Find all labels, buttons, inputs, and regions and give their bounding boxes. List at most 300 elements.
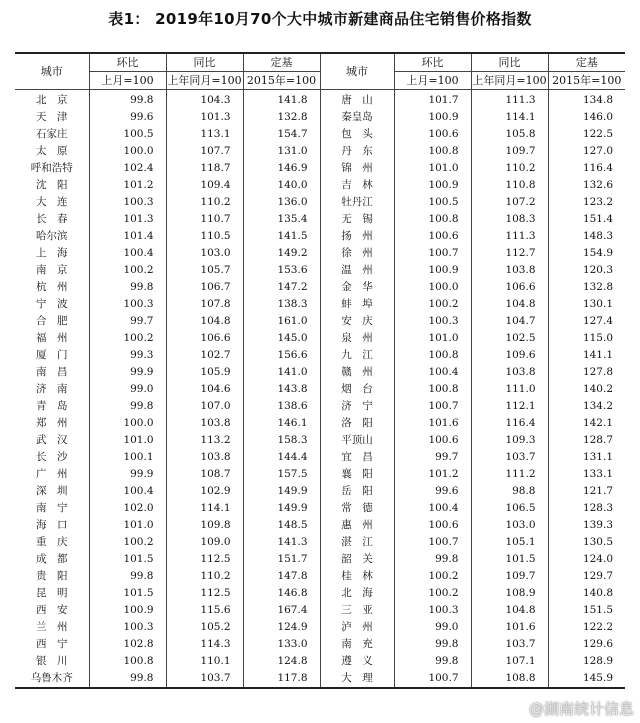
yoy-cell-left: 112.5 (166, 585, 243, 602)
yoy-cell-right: 106.6 (471, 279, 548, 296)
table-row (15, 602, 625, 619)
fixed-cell-right: 128.7 (548, 432, 625, 449)
yoy-cell-right: 110.8 (471, 177, 548, 194)
city-cell-right: 宜 昌 (320, 449, 394, 466)
table-row (15, 398, 625, 415)
table-row (15, 109, 625, 126)
yoy-cell-right: 114.1 (471, 109, 548, 126)
mom-cell-right: 100.9 (394, 109, 471, 126)
yoy-cell-left: 118.7 (166, 160, 243, 177)
yoy-cell-left: 107.8 (166, 296, 243, 313)
table-row (15, 568, 625, 585)
header-yoy-base-right: 上年同月=100 (471, 72, 548, 90)
yoy-cell-left: 106.6 (166, 330, 243, 347)
fixed-cell-right: 129.6 (548, 636, 625, 653)
yoy-cell-left: 108.7 (166, 466, 243, 483)
city-cell-right: 桂 林 (320, 568, 394, 585)
mom-cell-right: 100.2 (394, 296, 471, 313)
mom-cell-left: 100.5 (89, 126, 166, 143)
table-row (15, 126, 625, 143)
fixed-cell-right: 130.5 (548, 534, 625, 551)
fixed-cell-left: 151.7 (243, 551, 320, 568)
fixed-cell-right: 134.2 (548, 398, 625, 415)
header-fixed-left: 定基 (243, 53, 320, 72)
header-fixed-right: 定基 (548, 53, 625, 72)
fixed-cell-left: 135.4 (243, 211, 320, 228)
yoy-cell-right: 103.8 (471, 364, 548, 381)
mom-cell-left: 102.0 (89, 500, 166, 517)
mom-cell-left: 100.0 (89, 415, 166, 432)
yoy-cell-left: 110.1 (166, 653, 243, 670)
fixed-cell-right: 130.1 (548, 296, 625, 313)
city-cell-left: 哈尔滨 (36, 230, 68, 242)
yoy-cell-left: 115.6 (166, 602, 243, 619)
fixed-cell-right: 145.9 (548, 670, 625, 688)
table-row (15, 585, 625, 602)
city-cell-right: 蚌 埠 (320, 296, 394, 313)
fixed-cell-left: 138.3 (243, 296, 320, 313)
city-cell-right: 湛 江 (320, 534, 394, 551)
city-cell-right: 温 州 (320, 262, 394, 279)
yoy-cell-left: 109.0 (166, 534, 243, 551)
city-cell-left: 武 汉 (36, 434, 68, 446)
yoy-cell-left: 110.2 (166, 194, 243, 211)
yoy-cell-left: 104.3 (166, 90, 243, 110)
yoy-cell-left: 106.7 (166, 279, 243, 296)
city-cell-right: 泸 州 (320, 619, 394, 636)
header-mom-left: 环比 (89, 53, 166, 72)
city-cell-left: 厦 门 (36, 349, 68, 361)
city-cell-left: 海 口 (36, 519, 68, 531)
city-cell-right: 九 江 (320, 347, 394, 364)
mom-cell-right: 100.9 (394, 177, 471, 194)
mom-cell-right: 100.6 (394, 126, 471, 143)
mom-cell-left: 99.3 (89, 347, 166, 364)
city-cell-right: 三 亚 (320, 602, 394, 619)
city-cell-right: 徐 州 (320, 245, 394, 262)
yoy-cell-right: 101.6 (471, 619, 548, 636)
yoy-cell-right: 107.2 (471, 194, 548, 211)
mom-cell-left: 101.3 (89, 211, 166, 228)
mom-cell-left: 99.6 (89, 109, 166, 126)
table-row (15, 279, 625, 296)
mom-cell-left: 99.0 (89, 381, 166, 398)
mom-cell-left: 99.8 (89, 279, 166, 296)
fixed-cell-right: 141.1 (548, 347, 625, 364)
city-cell-left: 北 京 (36, 94, 68, 106)
mom-cell-left: 101.5 (89, 551, 166, 568)
city-cell-left: 天 津 (36, 111, 68, 123)
city-cell-left: 青 岛 (36, 400, 68, 412)
table-row (15, 330, 625, 347)
yoy-cell-left: 103.8 (166, 415, 243, 432)
fixed-cell-left: 149.9 (243, 500, 320, 517)
table-row (15, 636, 625, 653)
mom-cell-left: 100.0 (89, 143, 166, 160)
fixed-cell-left: 136.0 (243, 194, 320, 211)
mom-cell-right: 100.8 (394, 347, 471, 364)
mom-cell-right: 100.6 (394, 432, 471, 449)
fixed-cell-left: 145.0 (243, 330, 320, 347)
header-yoy-right: 同比 (471, 53, 548, 72)
yoy-cell-right: 104.7 (471, 313, 548, 330)
yoy-cell-right: 104.8 (471, 296, 548, 313)
city-cell-left: 南 京 (36, 264, 68, 276)
city-cell-left: 兰 州 (36, 621, 68, 633)
yoy-cell-left: 110.2 (166, 568, 243, 585)
city-cell-right: 安 庆 (320, 313, 394, 330)
table-title: 表1： 2019年10月70个大中城市新建商品住宅销售价格指数 (108, 10, 532, 28)
fixed-cell-right: 140.2 (548, 381, 625, 398)
yoy-cell-right: 107.1 (471, 653, 548, 670)
city-cell-right: 烟 台 (320, 381, 394, 398)
mom-cell-left: 102.8 (89, 636, 166, 653)
city-cell-left: 大 连 (36, 196, 68, 208)
mom-cell-right: 99.0 (394, 619, 471, 636)
table-row (15, 211, 625, 228)
mom-cell-left: 99.8 (89, 670, 166, 688)
fixed-cell-right: 133.1 (548, 466, 625, 483)
yoy-cell-left: 103.7 (166, 670, 243, 688)
fixed-cell-left: 140.0 (243, 177, 320, 194)
table-row (15, 500, 625, 517)
mom-cell-left: 99.9 (89, 466, 166, 483)
mom-cell-right: 99.8 (394, 551, 471, 568)
yoy-cell-left: 109.8 (166, 517, 243, 534)
city-cell-right: 唐 山 (320, 90, 394, 110)
city-cell-left: 杭 州 (36, 281, 68, 293)
city-cell-right: 秦皇岛 (320, 109, 394, 126)
fixed-cell-right: 129.7 (548, 568, 625, 585)
mom-cell-left: 100.8 (89, 653, 166, 670)
table-row (15, 262, 625, 279)
table-row (15, 653, 625, 670)
city-cell-right: 北 海 (320, 585, 394, 602)
yoy-cell-right: 108.9 (471, 585, 548, 602)
city-cell-right: 牡丹江 (320, 194, 394, 211)
city-cell-left: 太 原 (36, 145, 68, 157)
city-cell-left: 宁 波 (36, 298, 68, 310)
yoy-cell-right: 116.4 (471, 415, 548, 432)
fixed-cell-right: 151.5 (548, 602, 625, 619)
mom-cell-left: 100.3 (89, 296, 166, 313)
fixed-cell-right: 116.4 (548, 160, 625, 177)
fixed-cell-right: 148.3 (548, 228, 625, 245)
mom-cell-left: 100.3 (89, 194, 166, 211)
fixed-cell-left: 141.8 (243, 90, 320, 110)
mom-cell-right: 101.2 (394, 466, 471, 483)
header-mom-base-right: 上月=100 (394, 72, 471, 90)
fixed-cell-right: 151.4 (548, 211, 625, 228)
yoy-cell-right: 103.7 (471, 449, 548, 466)
table-row (15, 296, 625, 313)
yoy-cell-right: 111.0 (471, 381, 548, 398)
fixed-cell-right: 142.1 (548, 415, 625, 432)
mom-cell-right: 100.5 (394, 194, 471, 211)
city-cell-left: 石家庄 (36, 128, 68, 140)
mom-cell-right: 100.7 (394, 398, 471, 415)
watermark: @湖南统计信息 (528, 700, 634, 718)
table-row (15, 364, 625, 381)
yoy-cell-left: 112.5 (166, 551, 243, 568)
yoy-cell-right: 108.3 (471, 211, 548, 228)
city-cell-right: 南 充 (320, 636, 394, 653)
city-cell-left: 济 南 (36, 383, 68, 395)
city-cell-right: 无 锡 (320, 211, 394, 228)
mom-cell-left: 100.9 (89, 602, 166, 619)
city-cell-left: 沈 阳 (36, 179, 68, 191)
fixed-cell-right: 122.2 (548, 619, 625, 636)
yoy-cell-right: 109.6 (471, 347, 548, 364)
fixed-cell-left: 149.9 (243, 483, 320, 500)
table-row (15, 466, 625, 483)
yoy-cell-right: 106.5 (471, 500, 548, 517)
city-cell-right: 大 理 (320, 670, 394, 688)
mom-cell-right: 101.0 (394, 160, 471, 177)
yoy-cell-right: 103.8 (471, 262, 548, 279)
mom-cell-left: 100.4 (89, 483, 166, 500)
yoy-cell-right: 109.7 (471, 143, 548, 160)
mom-cell-left: 100.2 (89, 534, 166, 551)
yoy-cell-left: 102.7 (166, 347, 243, 364)
city-cell-left: 南 昌 (36, 366, 68, 378)
city-cell-right: 金 华 (320, 279, 394, 296)
fixed-cell-left: 117.8 (243, 670, 320, 688)
table-row (15, 449, 625, 466)
mom-cell-right: 99.8 (394, 653, 471, 670)
fixed-cell-right: 128.3 (548, 500, 625, 517)
fixed-cell-left: 124.9 (243, 619, 320, 636)
city-cell-left: 西 宁 (36, 638, 68, 650)
table-body (15, 90, 625, 689)
fixed-cell-right: 154.9 (548, 245, 625, 262)
price-index-table (15, 52, 625, 689)
header-mom-right: 环比 (394, 53, 471, 72)
fixed-cell-right: 139.3 (548, 517, 625, 534)
city-cell-right: 韶 关 (320, 551, 394, 568)
mom-cell-right: 100.9 (394, 262, 471, 279)
yoy-cell-right: 111.3 (471, 228, 548, 245)
table-row (15, 313, 625, 330)
mom-cell-left: 99.7 (89, 313, 166, 330)
mom-cell-right: 99.7 (394, 449, 471, 466)
yoy-cell-right: 102.5 (471, 330, 548, 347)
fixed-cell-left: 124.8 (243, 653, 320, 670)
fixed-cell-left: 154.7 (243, 126, 320, 143)
table-row (15, 670, 625, 688)
yoy-cell-left: 113.2 (166, 432, 243, 449)
table-row (15, 483, 625, 500)
mom-cell-left: 101.4 (89, 228, 166, 245)
mom-cell-right: 100.6 (394, 228, 471, 245)
city-cell-right: 济 宁 (320, 398, 394, 415)
city-cell-right: 泉 州 (320, 330, 394, 347)
mom-cell-left: 100.2 (89, 262, 166, 279)
mom-cell-right: 100.0 (394, 279, 471, 296)
header-yoy-base-left: 上年同月=100 (166, 72, 243, 90)
city-cell-left: 合 肥 (36, 315, 68, 327)
fixed-cell-left: 161.0 (243, 313, 320, 330)
fixed-cell-left: 156.6 (243, 347, 320, 364)
mom-cell-right: 101.6 (394, 415, 471, 432)
city-cell-right: 锦 州 (320, 160, 394, 177)
mom-cell-right: 100.6 (394, 517, 471, 534)
mom-cell-right: 100.7 (394, 670, 471, 688)
fixed-cell-left: 141.0 (243, 364, 320, 381)
yoy-cell-right: 111.2 (471, 466, 548, 483)
fixed-cell-left: 133.0 (243, 636, 320, 653)
mom-cell-left: 100.1 (89, 449, 166, 466)
mom-cell-left: 102.4 (89, 160, 166, 177)
fixed-cell-left: 147.8 (243, 568, 320, 585)
fixed-cell-left: 157.5 (243, 466, 320, 483)
table-row (15, 177, 625, 194)
yoy-cell-left: 103.0 (166, 245, 243, 262)
city-cell-left: 长 春 (36, 213, 68, 225)
table-row (15, 228, 625, 245)
yoy-cell-left: 113.1 (166, 126, 243, 143)
fixed-cell-right: 115.0 (548, 330, 625, 347)
table-row (15, 143, 625, 160)
fixed-cell-right: 134.8 (548, 90, 625, 110)
mom-cell-left: 99.8 (89, 398, 166, 415)
yoy-cell-left: 110.7 (166, 211, 243, 228)
table-row (15, 619, 625, 636)
mom-cell-right: 100.7 (394, 245, 471, 262)
mom-cell-right: 100.4 (394, 500, 471, 517)
table-row (15, 194, 625, 211)
header-mom-base-left: 上月=100 (89, 72, 166, 90)
yoy-cell-right: 105.1 (471, 534, 548, 551)
fixed-cell-left: 144.4 (243, 449, 320, 466)
mom-cell-left: 101.0 (89, 432, 166, 449)
fixed-cell-left: 153.6 (243, 262, 320, 279)
yoy-cell-left: 104.6 (166, 381, 243, 398)
city-cell-right: 赣 州 (320, 364, 394, 381)
mom-cell-right: 101.0 (394, 330, 471, 347)
mom-cell-left: 101.5 (89, 585, 166, 602)
yoy-cell-right: 98.8 (471, 483, 548, 500)
city-cell-left: 昆 明 (36, 587, 68, 599)
mom-cell-left: 100.3 (89, 619, 166, 636)
table-row (15, 90, 625, 110)
yoy-cell-left: 114.1 (166, 500, 243, 517)
yoy-cell-right: 103.0 (471, 517, 548, 534)
city-cell-right: 丹 东 (320, 143, 394, 160)
yoy-cell-left: 105.9 (166, 364, 243, 381)
yoy-cell-left: 109.4 (166, 177, 243, 194)
city-cell-left: 乌鲁木齐 (30, 672, 73, 684)
table-row (15, 245, 625, 262)
yoy-cell-right: 108.8 (471, 670, 548, 688)
city-cell-left: 呼和浩特 (30, 162, 73, 174)
yoy-cell-right: 112.1 (471, 398, 548, 415)
fixed-cell-left: 146.8 (243, 585, 320, 602)
table-row (15, 517, 625, 534)
fixed-cell-right: 120.3 (548, 262, 625, 279)
mom-cell-right: 100.3 (394, 313, 471, 330)
yoy-cell-right: 112.7 (471, 245, 548, 262)
yoy-cell-left: 105.7 (166, 262, 243, 279)
fixed-cell-right: 127.0 (548, 143, 625, 160)
city-cell-right: 惠 州 (320, 517, 394, 534)
city-cell-left: 福 州 (36, 332, 68, 344)
mom-cell-left: 100.2 (89, 330, 166, 347)
mom-cell-left: 101.0 (89, 517, 166, 534)
city-cell-right: 扬 州 (320, 228, 394, 245)
yoy-cell-left: 105.2 (166, 619, 243, 636)
fixed-cell-right: 123.2 (548, 194, 625, 211)
fixed-cell-left: 146.1 (243, 415, 320, 432)
mom-cell-left: 101.2 (89, 177, 166, 194)
city-cell-left: 重 庆 (36, 536, 68, 548)
city-cell-right: 岳 阳 (320, 483, 394, 500)
table-row (15, 534, 625, 551)
yoy-cell-right: 105.8 (471, 126, 548, 143)
city-cell-left: 贵 阳 (36, 570, 68, 582)
yoy-cell-left: 104.8 (166, 313, 243, 330)
yoy-cell-left: 110.5 (166, 228, 243, 245)
table-row (15, 432, 625, 449)
fixed-cell-left: 141.5 (243, 228, 320, 245)
header-city-right: 城市 (320, 53, 394, 90)
yoy-cell-left: 114.3 (166, 636, 243, 653)
mom-cell-right: 100.7 (394, 534, 471, 551)
fixed-cell-right: 131.1 (548, 449, 625, 466)
mom-cell-left: 99.8 (89, 568, 166, 585)
header-city-left: 城市 (15, 53, 89, 90)
mom-cell-right: 99.6 (394, 483, 471, 500)
fixed-cell-right: 127.8 (548, 364, 625, 381)
fixed-cell-left: 146.9 (243, 160, 320, 177)
fixed-cell-left: 158.3 (243, 432, 320, 449)
yoy-cell-left: 102.9 (166, 483, 243, 500)
city-cell-left: 广 州 (36, 468, 68, 480)
mom-cell-right: 100.4 (394, 364, 471, 381)
mom-cell-right: 100.2 (394, 568, 471, 585)
fixed-cell-right: 121.7 (548, 483, 625, 500)
fixed-cell-right: 128.9 (548, 653, 625, 670)
city-cell-right: 平顶山 (320, 432, 394, 449)
yoy-cell-left: 103.8 (166, 449, 243, 466)
fixed-cell-left: 147.2 (243, 279, 320, 296)
fixed-cell-right: 127.4 (548, 313, 625, 330)
fixed-cell-right: 124.0 (548, 551, 625, 568)
fixed-cell-right: 122.5 (548, 126, 625, 143)
city-cell-left: 南 宁 (36, 502, 68, 514)
city-cell-right: 吉 林 (320, 177, 394, 194)
mom-cell-right: 100.2 (394, 585, 471, 602)
header-fixed-base-left: 2015年=100 (243, 72, 320, 90)
table-row (15, 160, 625, 177)
fixed-cell-right: 140.8 (548, 585, 625, 602)
table-row (15, 347, 625, 364)
table-row (15, 415, 625, 432)
city-cell-right: 常 德 (320, 500, 394, 517)
fixed-cell-left: 167.4 (243, 602, 320, 619)
fixed-cell-left: 132.8 (243, 109, 320, 126)
mom-cell-right: 100.3 (394, 602, 471, 619)
table-row (15, 551, 625, 568)
fixed-cell-left: 131.0 (243, 143, 320, 160)
city-cell-left: 深 圳 (36, 485, 68, 497)
fixed-cell-left: 143.8 (243, 381, 320, 398)
table-row (15, 381, 625, 398)
yoy-cell-right: 104.8 (471, 602, 548, 619)
yoy-cell-right: 110.2 (471, 160, 548, 177)
mom-cell-right: 101.7 (394, 90, 471, 110)
fixed-cell-right: 132.6 (548, 177, 625, 194)
